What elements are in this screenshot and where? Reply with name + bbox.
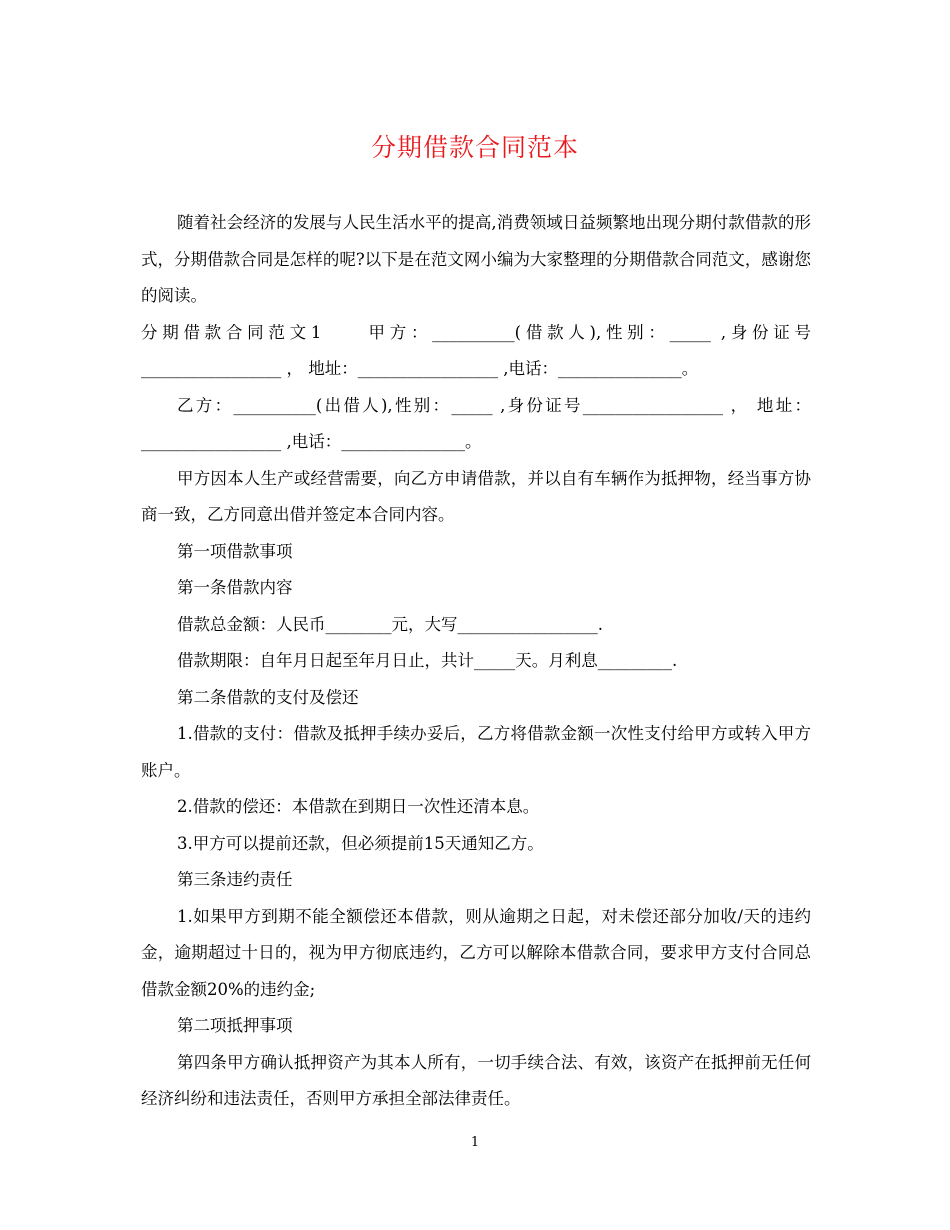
document-title: 分期借款合同范本 — [370, 133, 579, 162]
heading-article-3: 第三条违约责任 — [177, 870, 293, 889]
paragraph-early-repayment: 3.甲方可以提前还款，但必须提前15天通知乙方。 — [177, 833, 544, 853]
page-number: 1 — [470, 1135, 480, 1150]
document-body — [141, 205, 811, 1118]
heading-item-1: 第一项借款事项 — [177, 541, 293, 561]
paragraph-loan-term: 借款期限：自年月日起至年月日止，共计_____天。月利息_________. — [177, 651, 678, 670]
paragraph-party-a: 分期借款合同范文1 甲方：__________(借款人),性别：_____ ,身份证号_________________ ， 地址：_________________ ,电话：_______________。 — [141, 322, 811, 378]
paragraph-default: 1.如果甲方到期不能全额偿还本借款，则从逾期之日起，对未偿还部分加收/天的违约金，逾期超过十日的，视为甲方彻底违约，乙方可以解除本借款合同，要求甲方支付合同总借款金额20%的违约金; — [141, 906, 811, 999]
paragraph-purpose: 甲方因本人生产或经营需要，向乙方申请借款，并以自有车辆作为抵押物，经当事方协商一致，乙方同意出借并签定本合同内容。 — [141, 468, 811, 524]
paragraph-intro: 随着社会经济的发展与人民生活水平的提高,消费领域日益频繁地出现分期付款借款的形式，分期借款合同是怎样的呢?以下是在范文网小编为大家整理的分期借款合同范文，感谢您的阅读。 — [141, 213, 811, 305]
heading-item-2: 第二项抵押事项 — [177, 1016, 293, 1035]
paragraph-article-4: 第四条甲方确认抵押资产为其本人所有，一切手续合法、有效，该资产在抵押前无任何经济纠纷和违法责任，否则甲方承担全部法律责任。 — [141, 1052, 811, 1108]
paragraph-loan-amount: 借款总金额：人民币________元，大写_________________. — [177, 614, 603, 634]
heading-article-1: 第一条借款内容 — [177, 578, 293, 597]
paragraph-repayment: 2.借款的偿还：本借款在到期日一次性还清本息。 — [177, 797, 540, 816]
paragraph-party-b: 乙方：__________(出借人),性别：_____ ,身份证号_________________ ， 地址：_________________ ,电话：_______________。 — [141, 395, 811, 451]
heading-article-2: 第二条借款的支付及偿还 — [177, 687, 359, 707]
paragraph-payment: 1.借款的支付：借款及抵押手续办妥后，乙方将借款金额一次性支付给甲方或转入甲方账户。 — [141, 724, 811, 780]
